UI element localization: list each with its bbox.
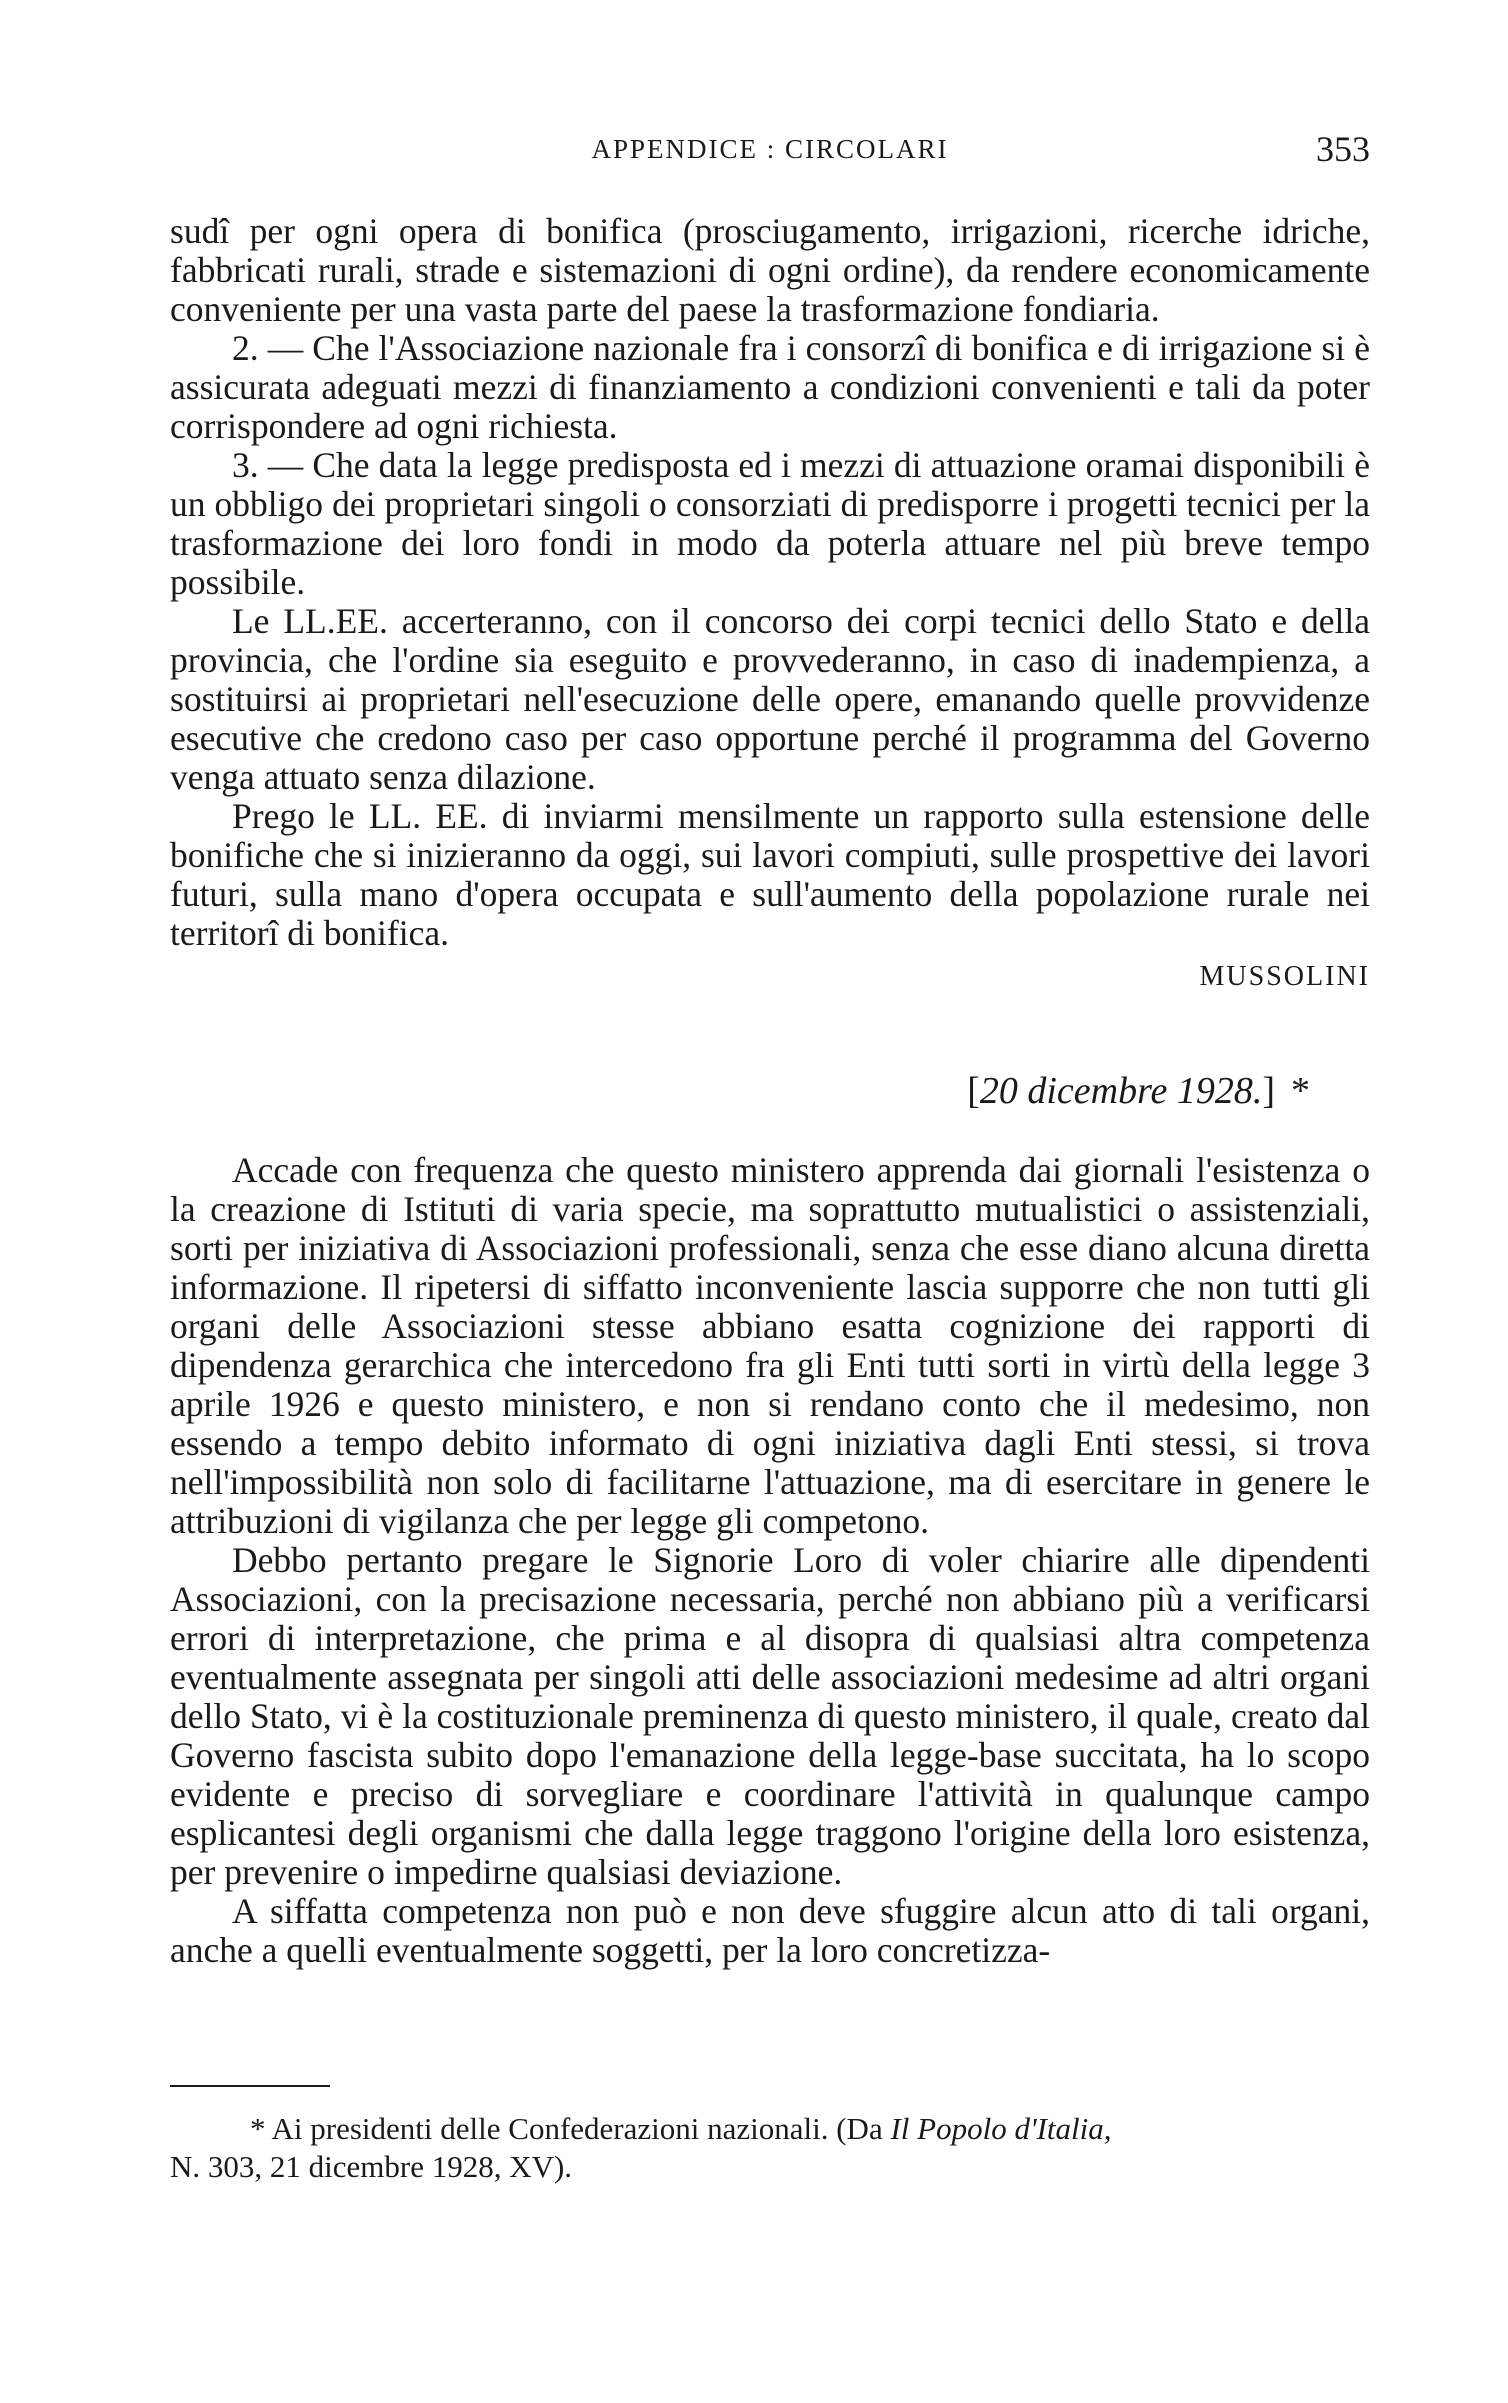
footnote-text-before: * Ai presidenti delle Confederazioni nazionali. (Da	[250, 2111, 891, 2146]
running-head-title: APPENDICE : CIRCOLARI	[591, 134, 949, 164]
paragraph: Le LL.EE. accerteranno, con il concorso dei corpi tecnici dello Stato e della provincia, che l'ordine sia eseguito e provvederanno, in caso di inadempienza, a sostituirsi ai proprietari nell'esecuzione delle opere, emanando quelle provvidenze esecutive che credono caso per caso opportune perché il programma del Governo venga attuato senza dilazione.	[170, 601, 1370, 797]
footnote	[170, 2110, 1370, 2186]
footnote-mark: *	[1291, 1070, 1310, 1112]
paragraph: Debbo pertanto pregare le Signorie Loro di voler chiarire alle dipendenti Associazioni, con la precisazione necessaria, perché non abbiano più a verificarsi errori di interpretazione, che prima e al disopra di qualsiasi altra competenza eventualmente assegnata per singoli atti delle associazioni medesime ad altri organi dello Stato, vi è la costituzionale preminenza di questo ministero, il quale, creato dal Governo fascista subito dopo l'emanazione della legge-base succitata, ha lo scopo evidente e preciso di sorvegliare e coordinare l'attività in qualunque campo esplicantesi degli organismi che dalla legge traggono l'origine della loro esistenza, per prevenire o impedirne qualsiasi deviazione.	[170, 1540, 1370, 1892]
paragraph: A siffatta competenza non può e non deve sfuggire alcun atto di tali organi, anche a quelli eventualmente soggetti, per la loro concretizza-	[170, 1891, 1370, 1970]
footnote-text	[170, 2110, 1370, 2148]
footnote-text-after: N. 303, 21 dicembre 1928, XV).	[170, 2149, 573, 2184]
paragraph: 2. — Che l'Associazione nazionale fra i consorzî di bonifica e di irrigazione si è assicurata adeguati mezzi di finanziamento a condizioni convenienti e tali da poter corrispondere ad ogni richiesta.	[170, 328, 1370, 446]
dateline-date: 20 dicembre 1928.	[979, 1070, 1263, 1112]
paragraph: Accade con frequenza che questo ministero apprenda dai giornali l'esistenza o la creazione di Istituti di varia specie, ma soprattutto mutualistici o assistenziali, sorti per iniziativa di Associazioni professionali, senza che esse diano alcuna diretta informazione. Il ripetersi di siffatto inconveniente lascia supporre che non tutti gli organi delle Associazioni stesse abbiano esatta cognizione dei rapporti di dipendenza gerarchica che intercedono fra gli Enti tutti sorti in virtù della legge 3 aprile 1926 e questo ministero, e non si rendano conto che il medesimo, non essendo a tempo debito informato di ogni iniziativa dagli Enti stessi, si trova nell'impossibilità non solo di facilitarne l'attuazione, ma di esercitare in genere le attribuzioni di vigilanza che per legge gli competono.	[170, 1150, 1370, 1541]
running-head	[170, 120, 1370, 180]
page	[170, 120, 1370, 2184]
footnote-source-title: Il Popolo d'Italia,	[890, 2111, 1112, 2146]
circular-continuation	[170, 212, 1370, 953]
dateline	[170, 1069, 1370, 1113]
dateline-close-bracket: ]	[1262, 1070, 1275, 1112]
dateline-open-bracket: [	[967, 1070, 980, 1112]
circular-text	[170, 1151, 1370, 1970]
paragraph: Prego le LL. EE. di inviarmi mensilmente un rapporto sulla estensione delle bonifiche che si inizieranno da oggi, sui lavori compiuti, sulle prospettive dei lavori futuri, sulla mano d'opera occupata e sull'aumento della popolazione rurale nei territorî di bonifica.	[170, 796, 1370, 953]
footnote-divider	[170, 2085, 330, 2087]
page-number: 353	[1316, 129, 1370, 169]
paragraph: sudî per ogni opera di bonifica (prosciugamento, irrigazioni, ricerche idriche, fabbricati rurali, strade e sistemazioni di ogni ordine), da rendere economicamente conveniente per una vasta parte del paese la trasformazione fondiaria.	[170, 211, 1370, 329]
paragraph: 3. — Che data la legge predisposta ed i mezzi di attuazione oramai disponibili è un obbligo dei proprietari singoli o consorziati di predisporre i progetti tecnici per la trasformazione dei loro fondi in modo da poterla attuare nel più breve tempo possibile.	[170, 445, 1370, 602]
signature: MUSSOLINI	[1199, 961, 1370, 992]
